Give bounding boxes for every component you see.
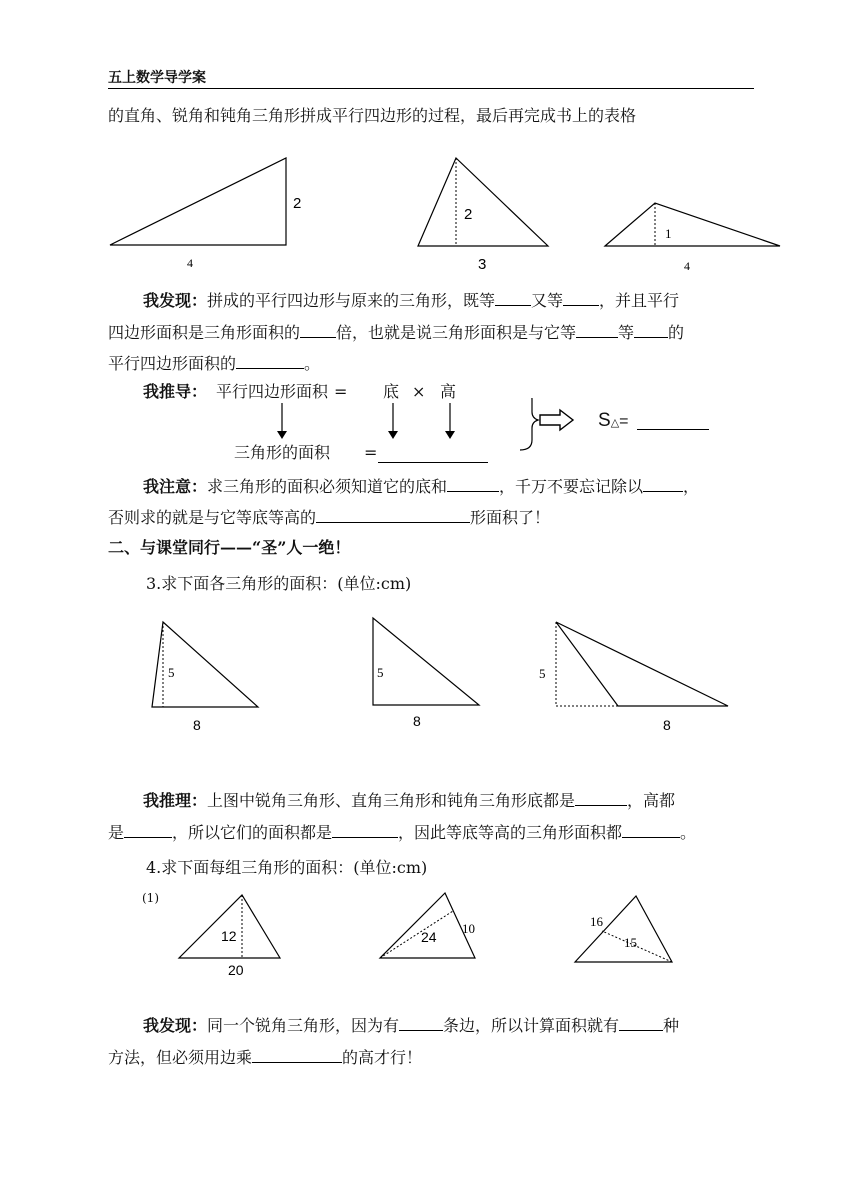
q4-t2-height-label: 24: [421, 929, 437, 945]
q3-t1-height: 5: [168, 665, 175, 680]
acute-triangle: [418, 158, 548, 246]
q4-text: 4.求下面每组三角形的面积：(单位:cm): [146, 858, 428, 877]
t2-base-label: 3: [478, 256, 487, 273]
q4-t3-height: [602, 931, 672, 962]
blank[interactable]: [643, 476, 683, 492]
derive-row2-eq: =: [364, 443, 378, 462]
q3-t3-base: 8: [663, 717, 671, 733]
blank[interactable]: [447, 476, 499, 492]
q4-t1-height-label: 12: [221, 928, 237, 944]
triangle-figures-row1: [100, 150, 800, 280]
t1-base-label: 4: [187, 256, 193, 270]
discover2-line1: 我发现：同一个锐角三角形，因为有 条边，所以计算面积就有 种: [143, 1016, 680, 1035]
blank[interactable]: [634, 322, 668, 338]
q3-text: 3.求下面各三角形的面积：(单位:cm): [146, 574, 412, 593]
blank[interactable]: [622, 822, 680, 838]
q4-t1-base-label: 20: [228, 962, 244, 978]
q3-t2-height: 5: [377, 665, 384, 680]
q3-t2-base: 8: [413, 713, 421, 729]
note-line1: 我注意：求三角形的面积必须知道它的底和 ，千万不要忘记除以 ，: [143, 477, 700, 496]
t2-height-label: 2: [464, 206, 473, 223]
derive-label: 我推导：: [143, 382, 208, 401]
blank[interactable]: [332, 822, 398, 838]
blank[interactable]: [495, 290, 531, 306]
reason-line1: 我推理：上图中锐角三角形、直角三角形和钝角三角形底都是 ，高都: [143, 791, 676, 810]
t3-base-label: 4: [684, 259, 690, 273]
discover1-line3: 平行四边形面积的 。: [108, 354, 321, 373]
q3-t1-base: 8: [193, 717, 201, 733]
blank[interactable]: [124, 822, 172, 838]
triangle-area-blank[interactable]: [378, 445, 488, 463]
t1-height-label: 2: [293, 195, 302, 212]
note-line2: 否则求的就是与它等底等高的 形面积了！: [108, 508, 551, 527]
blank[interactable]: [252, 1047, 342, 1063]
t3-height-label: 1: [665, 226, 672, 241]
blank[interactable]: [399, 1015, 443, 1031]
blank[interactable]: [300, 322, 336, 338]
blank[interactable]: [236, 353, 304, 369]
section2-title: 二、与课堂同行——“圣”人一绝！: [108, 538, 351, 557]
intro-line: 的直角、锐角和钝角三角形拼成平行四边形的过程，最后再完成书上的表格: [108, 106, 637, 125]
q3-triangles: [130, 612, 750, 734]
derive-row1-base: 底: [383, 382, 400, 401]
q3-t3-height: 5: [539, 666, 546, 681]
q4-triangles: [170, 888, 690, 983]
q4-t1: [179, 895, 280, 958]
q4-t2-height: [380, 911, 453, 958]
derive-row1-height: 高: [440, 382, 457, 401]
header-rule: [108, 88, 754, 89]
note-label: 我注意：: [143, 477, 208, 496]
blank[interactable]: [563, 290, 599, 306]
discover1-label: 我发现：: [143, 291, 208, 310]
derive-row1-times: ×: [412, 382, 426, 401]
q4-t3: [575, 896, 672, 962]
q3-obtuse-triangle: [556, 622, 728, 706]
q4-group-label: (1): [142, 891, 159, 905]
discover2-label: 我发现：: [143, 1016, 208, 1035]
blank[interactable]: [576, 322, 618, 338]
q4-t3-height-label: 15: [624, 935, 637, 950]
blank[interactable]: [316, 507, 470, 523]
right-triangle: [110, 158, 286, 245]
s-formula-blank[interactable]: [637, 413, 709, 430]
q3-right-triangle: [373, 618, 479, 705]
q4-t2-side-label: 10: [462, 921, 475, 936]
blank[interactable]: [619, 1015, 663, 1031]
discover1-line2: 四边形面积是三角形面积的 倍，也就是说三角形面积是与它等 等 的: [108, 323, 685, 342]
q4-t3-side-label: 16: [590, 914, 603, 929]
derive-row2-left: 三角形的面积: [234, 443, 331, 462]
reason-label: 我推理：: [143, 791, 208, 810]
right-brace: [520, 398, 538, 450]
derive-row1-eq: =: [334, 382, 348, 401]
hollow-arrow-right: [540, 410, 573, 430]
obtuse-triangle: [605, 203, 780, 246]
reason-line2: 是 ，所以它们的面积都是 ，因此等底等高的三角形面积都 。: [108, 823, 697, 842]
discover1-line1: 我发现：拼成的平行四边形与原来的三角形，既等 又等 ，并且平行: [143, 291, 680, 310]
derive-row1-left: 平行四边形面积: [216, 382, 329, 401]
s-formula: S△=: [598, 410, 629, 431]
discover2-line2: 方法，但必须用边乘 的高才行！: [108, 1048, 423, 1067]
blank[interactable]: [575, 790, 627, 806]
header-title: 五上数学导学案: [108, 70, 206, 86]
